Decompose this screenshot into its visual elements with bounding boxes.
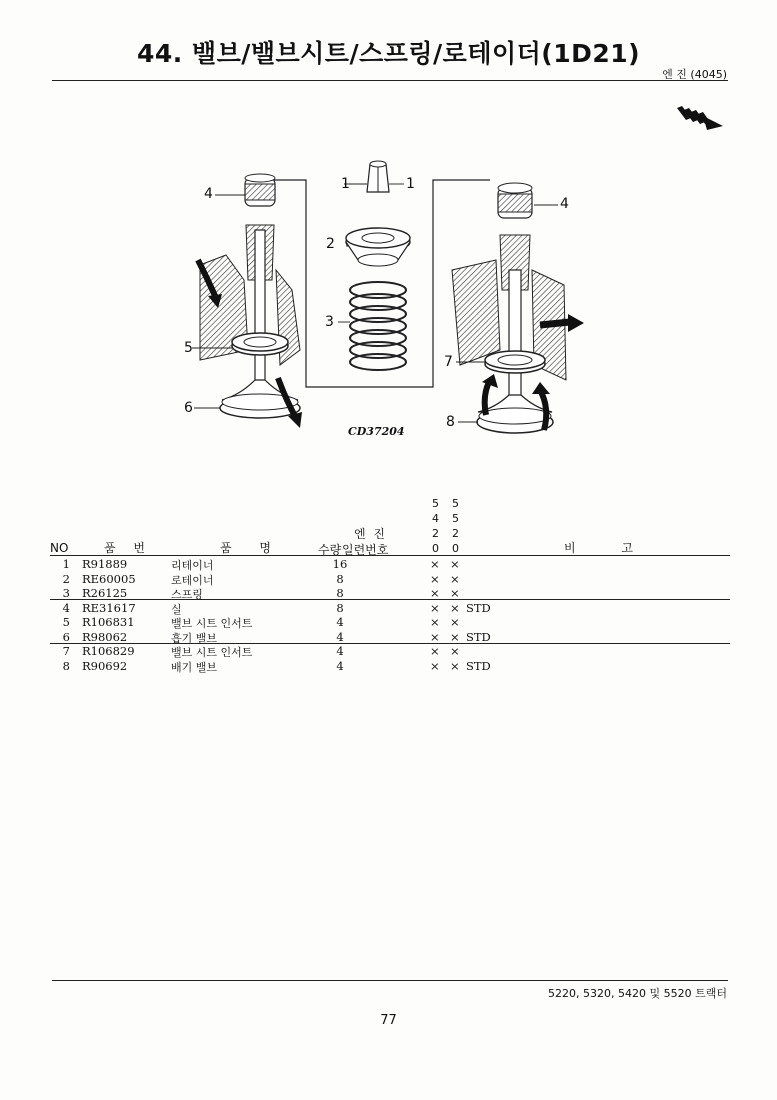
col-part-no: 품 번	[104, 541, 145, 555]
spring-retainer	[346, 228, 410, 266]
row-qty: 4	[336, 644, 344, 658]
table-row	[50, 615, 730, 629]
row-model-mark: ×	[430, 629, 440, 644]
row-no: 3	[62, 586, 70, 600]
model-digit: 5	[452, 512, 459, 525]
row-remark: STD	[466, 629, 491, 644]
row-part-no: RE31617	[82, 600, 136, 615]
row-remark: STD	[466, 600, 491, 615]
table-row	[50, 659, 730, 673]
col-part-name: 품 명	[220, 541, 271, 555]
direction-arrow-icon	[677, 106, 725, 132]
row-model-mark: ×	[430, 644, 440, 658]
page-title: 44. 밸브/밸브시트/스프링/로테이더(1D21)	[136, 39, 641, 68]
callout-1-left: 1	[341, 176, 350, 192]
callout-6: 6	[184, 400, 193, 416]
footer-models: 5220, 5320, 5420 및 5520 트랙터	[548, 987, 727, 1000]
row-model-mark: ×	[450, 600, 460, 615]
retainer-keepers	[367, 161, 389, 192]
row-part-name: 밸브 시트 인서트	[171, 617, 253, 630]
group-divider	[50, 599, 730, 600]
row-model-mark: ×	[430, 615, 440, 629]
callout-8: 8	[446, 414, 455, 430]
row-part-name: 배기 밸브	[171, 660, 218, 674]
row-no: 7	[62, 644, 70, 658]
valve-spring	[350, 282, 406, 370]
row-qty: 4	[336, 615, 344, 629]
exhaust-valve-assembly	[452, 183, 584, 433]
model-digit: 4	[432, 512, 439, 525]
row-model-mark: ×	[450, 615, 460, 629]
row-model-mark: ×	[430, 571, 440, 586]
row-part-name: 리테이너	[171, 559, 214, 572]
callout-3: 3	[325, 314, 334, 330]
row-qty: 8	[336, 586, 344, 600]
intake-valve-assembly	[198, 174, 302, 428]
table-header-rule	[50, 555, 730, 556]
callout-2: 2	[326, 236, 335, 252]
serial-header: 일련번호	[342, 543, 389, 557]
row-part-name: 흡기 밸브	[171, 631, 218, 645]
row-no: 1	[62, 557, 70, 571]
header-divider	[52, 80, 728, 81]
model-digit: 5	[452, 497, 459, 510]
row-model-mark: ×	[450, 644, 460, 658]
model-digit: 5	[432, 497, 439, 510]
row-model-mark: ×	[430, 658, 440, 673]
row-qty: 8	[336, 600, 344, 615]
row-qty: 16	[332, 557, 348, 571]
row-part-no: RE60005	[82, 571, 136, 586]
table-row	[50, 557, 730, 571]
row-part-no: R90692	[82, 658, 128, 673]
col-no: NO	[50, 541, 69, 555]
row-part-no: R26125	[82, 586, 128, 600]
callout-1-right: 1	[406, 176, 415, 192]
table-row	[50, 572, 730, 586]
row-part-no: R91889	[82, 557, 128, 571]
valve-stem-seal	[245, 174, 275, 206]
row-model-mark: ×	[430, 557, 440, 571]
engine-reference: 엔 진 (4045)	[662, 68, 727, 81]
row-qty: 8	[336, 571, 344, 586]
row-remark: STD	[466, 658, 491, 673]
row-model-mark: ×	[430, 586, 440, 600]
table-row	[50, 601, 730, 615]
model-digit: 2	[432, 527, 439, 540]
callout-4-right: 4	[560, 196, 569, 212]
row-part-name: 로테이너	[171, 573, 214, 587]
row-model-mark: ×	[450, 571, 460, 586]
row-model-mark: ×	[450, 658, 460, 673]
col-remarks: 비 고	[564, 541, 633, 555]
row-qty: 4	[336, 658, 344, 673]
row-part-name: 실	[171, 602, 182, 616]
row-model-mark: ×	[430, 600, 440, 615]
table-row	[50, 586, 730, 600]
model-digit: 2	[452, 527, 459, 540]
engine-header: 엔 진	[354, 527, 387, 541]
valve-assembly-diagram	[160, 150, 590, 440]
row-model-mark: ×	[450, 586, 460, 600]
row-part-name: 스프링	[171, 588, 203, 601]
model-digit: 0	[432, 542, 439, 555]
footer-divider	[52, 980, 728, 981]
row-part-no: R106829	[82, 644, 135, 658]
row-no: 4	[62, 600, 70, 615]
page-number: 77	[380, 1013, 397, 1028]
table-row	[50, 630, 730, 644]
row-no: 5	[62, 615, 70, 629]
callout-7: 7	[444, 354, 453, 370]
callout-leaders	[192, 184, 558, 422]
row-part-name: 밸브 시트 인서트	[171, 646, 253, 659]
row-part-no: R106831	[82, 615, 135, 629]
row-no: 2	[62, 571, 70, 586]
col-qty: 수량	[318, 543, 342, 557]
row-model-mark: ×	[450, 629, 460, 644]
callout-4-left: 4	[204, 186, 213, 202]
row-qty: 4	[336, 629, 344, 644]
figure-code: CD37204	[348, 425, 405, 438]
table-row	[50, 644, 730, 658]
row-no: 6	[62, 629, 70, 644]
callout-5: 5	[184, 340, 193, 356]
valve-rotator	[498, 183, 532, 218]
row-model-mark: ×	[450, 557, 460, 571]
group-divider	[50, 643, 730, 644]
row-part-no: R98062	[82, 629, 128, 644]
model-digit: 0	[452, 542, 459, 555]
row-no: 8	[62, 658, 70, 673]
